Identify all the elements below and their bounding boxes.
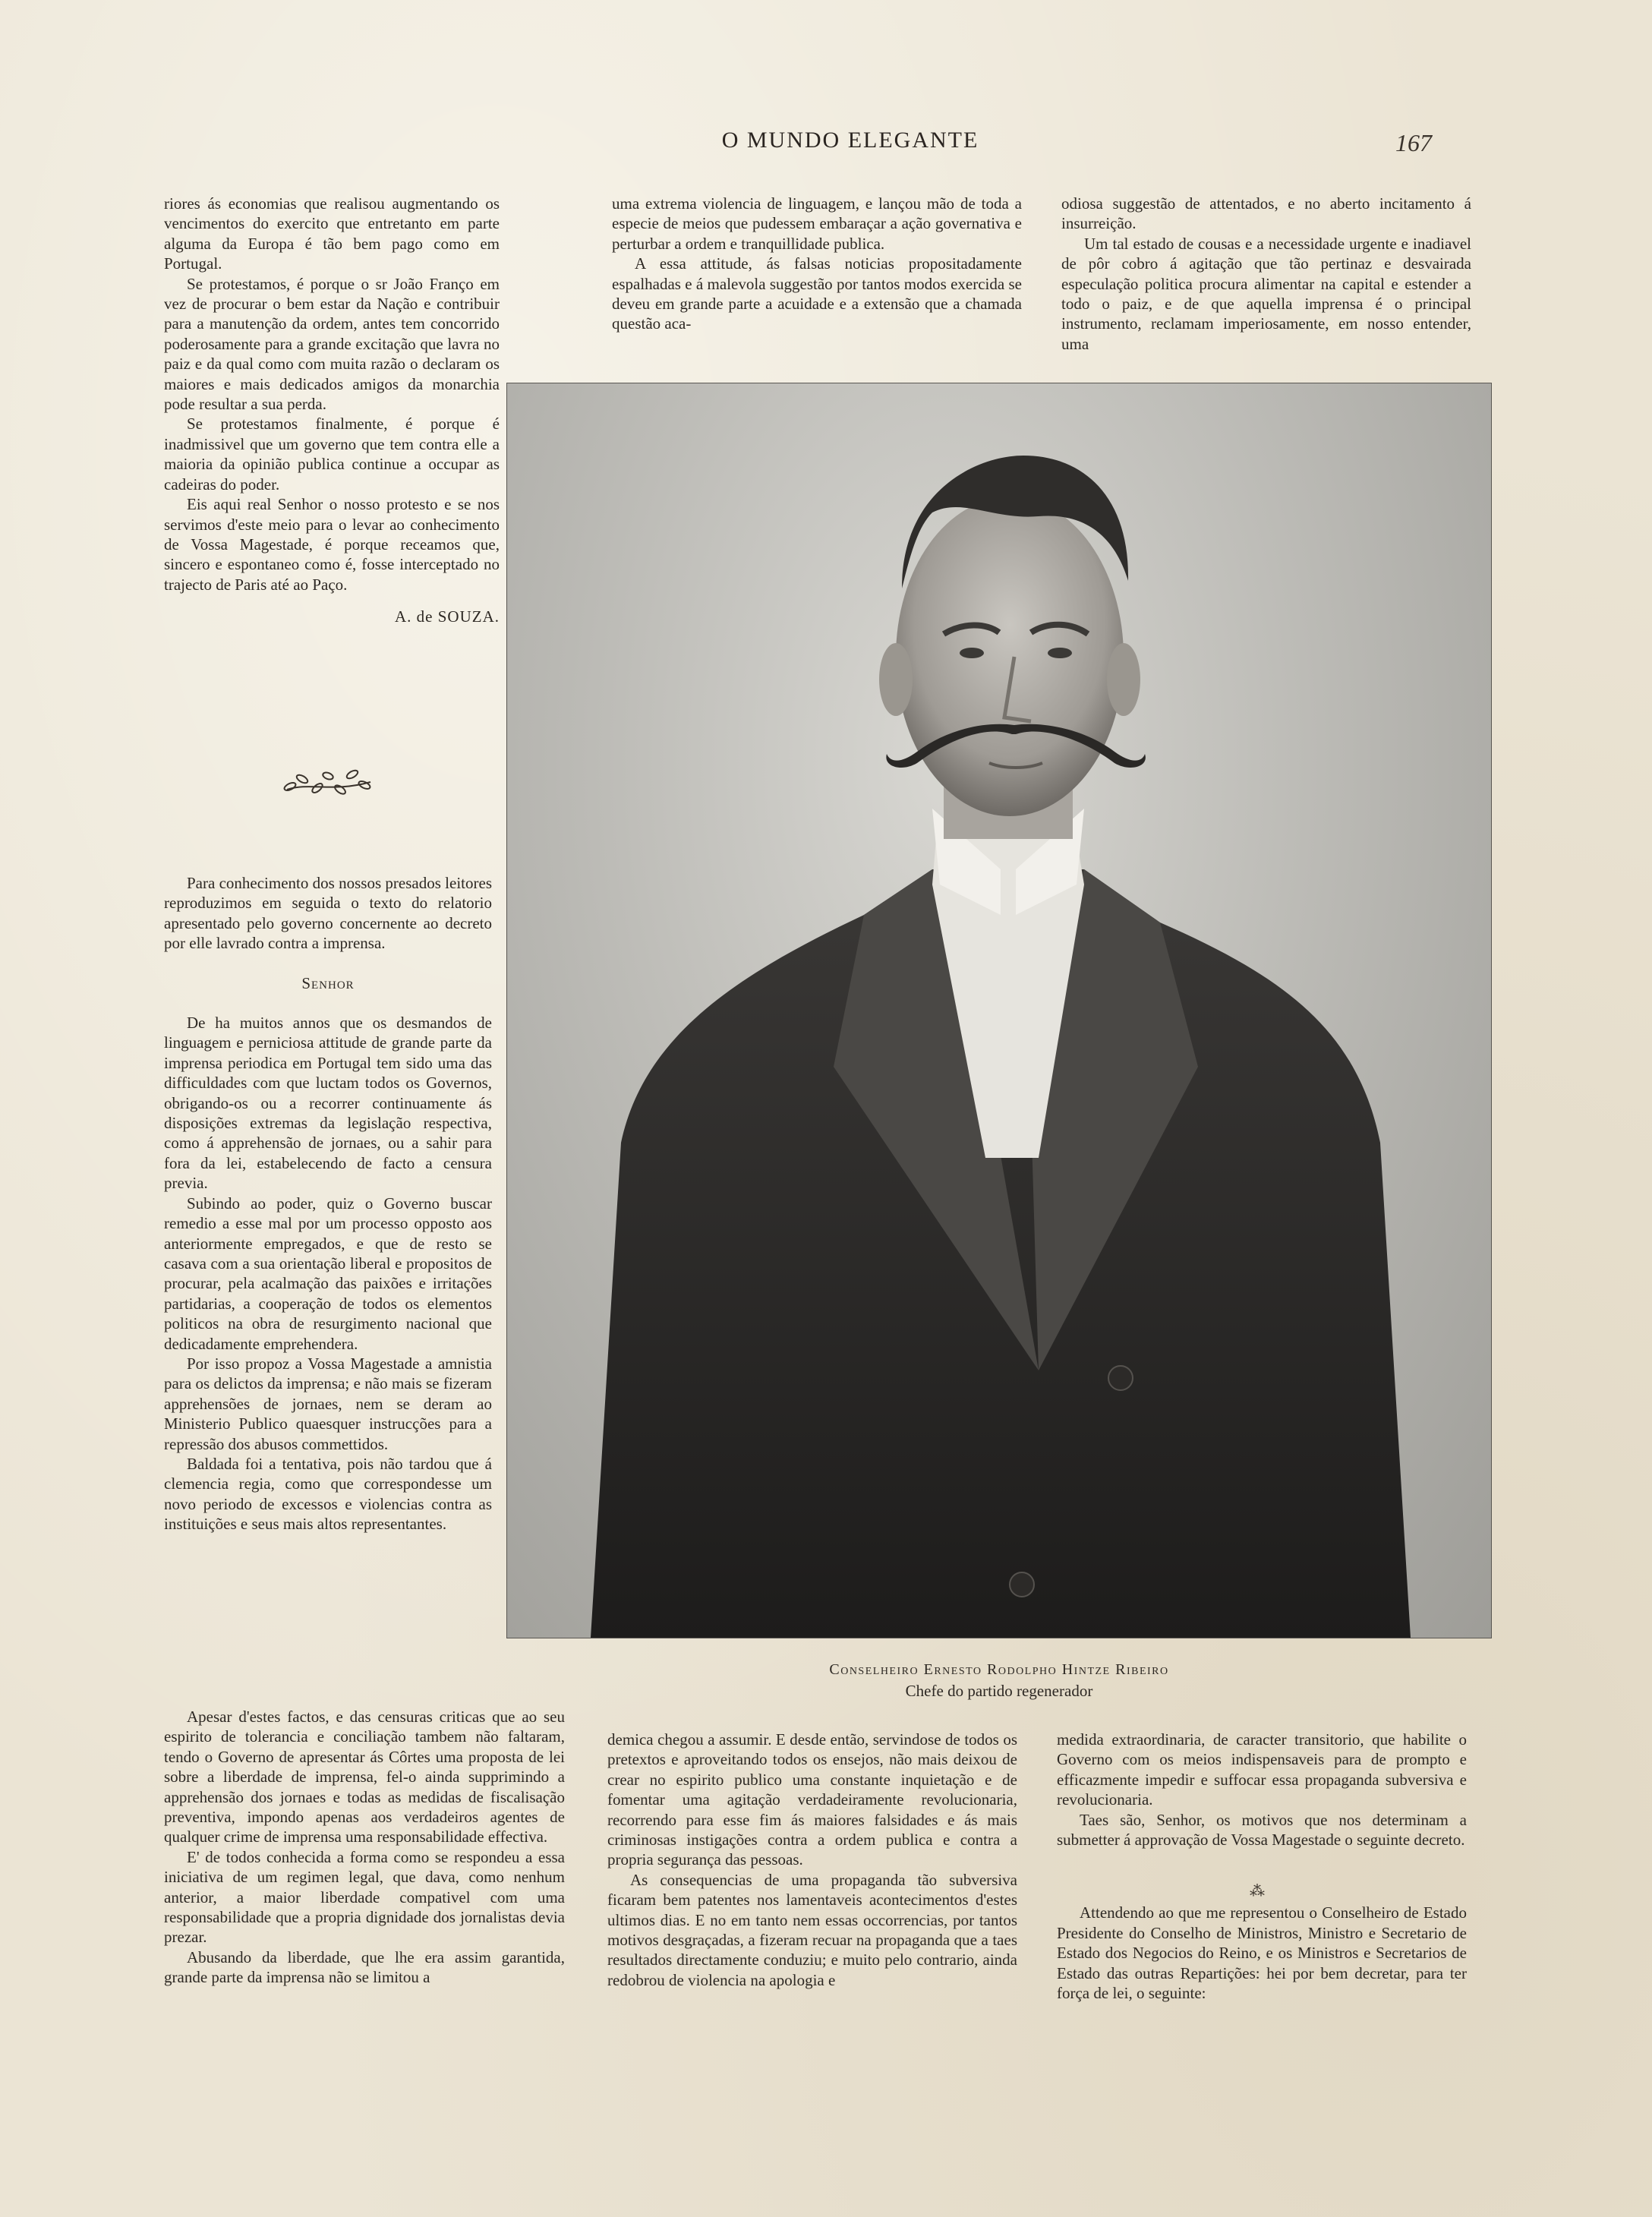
- decree-paragraph: Attendendo ao que me representou o Conselheiro de Estado Presidente do Conselho de Ministros, Ministro e Secretario de Estado dos Negocios do Reino, e os Ministros e Secretarios de Estado das outras Repartições: hei por bem decretar, para ter força de lei, o seguinte:: [1057, 1903, 1467, 2003]
- paragraph: Se protestamos finalmente, é porque é inadmissivel que um governo que tem contra elle a maioria da opinião publica continue a occupar as cadeiras do poder.: [164, 415, 500, 494]
- paragraph: De ha muitos annos que os desmandos de linguagem e perniciosa attitude de grande parte da imprensa periodica em Portugal tem sido uma das difficuldades com que luctam todos os Governos, obrigando-os ou a recorrer continuamente ás disposições extremas da legislação respectiva, como á apprehensão de jornaes, ou a sahir para fora da lei, estabelecendo de facto a censura previa.: [164, 1014, 492, 1193]
- column-middle-top: [612, 194, 1022, 334]
- running-header: O MUNDO ELEGANTE: [721, 128, 979, 153]
- column-left-middle: [164, 873, 492, 1534]
- paragraph: As consequencias de uma propaganda tão subversiva ficaram bem patentes nos lamentaveis acontecimentos d'estes ultimos dias. E no em tanto nem essas occorrencias, por tantos motivos desgraçadas, a fizeram recuar na propaganda que a taes resultados directamente conduziu; e muito pelo contrario, ainda redobrou de violencia na apologia e: [607, 1870, 1017, 1989]
- asterism-icon: ⁂: [1250, 1883, 1265, 1900]
- paragraph: uma extrema violencia de linguagem, e lançou mão de toda a especie de meios que pudessem embaraçar a ação governativa e perturbar a ordem e tranquillidade publica.: [612, 194, 1022, 253]
- paragraph: Apesar d'estes factos, e das censuras criticas que ao seu espirito de tolerancia e conciliação tambem não faltaram, tendo o Governo de apresentar ás Côrtes uma proposta de lei sobre a liberdade de imprensa, fel-o ainda supprimindo a apprehensão dos jornaes e todas as medidas de fiscalisação preventiva, impondo apenas aos verdadeiros agentes de qualquer crime de imprensa uma responsabilidade effectiva.: [164, 1708, 565, 1846]
- paragraph: Por isso propoz a Vossa Magestade a amnistia para os delictos da imprensa; e não mais se fizeram apprehensões de jornaes, nem se deram ao Ministerio Publico quaesquer instrucções para a repressão dos abusos commettidos.: [164, 1354, 492, 1453]
- page-number: 167: [1395, 129, 1432, 156]
- paragraph: Eis aqui real Senhor o nosso protesto e se nos servimos d'este meio para o levar ao conhecimento de Vossa Magestade, é porque receamos que, sincero e espontaneo como é, fosse interceptado no trajecto de Paris até ao Paço.: [164, 495, 500, 594]
- paragraph: A essa attitude, ás falsas noticias propositadamente espalhadas e á malevola suggestão por tantos modos exercida se deveu em grande parte a acuidade e a extensão que a chamada questão aca-: [612, 254, 1022, 333]
- intro-paragraph: Para conhecimento dos nossos presados leitores reproduzimos em seguida o texto do relatorio apresentado pelo governo concernente ao decreto por elle lavrado contra a imprensa.: [164, 874, 492, 953]
- paragraph: E' de todos conhecida a forma como se respondeu a essa iniciativa de um regimen legal, que dava, como nenhum anterior, a maior liberdade compativel com uma responsabilidade que a propria dignidade dos jornalistas devia prezar.: [164, 1847, 565, 1947]
- salutation: Senhor: [301, 973, 355, 992]
- paragraph: Subindo ao poder, quiz o Governo buscar remedio a esse mal por um processo opposto aos anteriormente empregados, e que de resto se casava com a sua orientação liberal e propositos de procurar, pela acalmação das paixões e irritações partidarias, a cooperação de todos os elementos politicos na obra de resurgimento nacional que dedicadamente emprehendera.: [164, 1194, 492, 1353]
- photo-caption: [507, 1659, 1491, 1701]
- paragraph: Um tal estado de cousas e a necessidade urgente e inadiavel de pôr cobro á agitação que tão pertinaz e desvairada especulação politica procura alimentar na capital e estender a todo o paiz, e de que aquella imprensa é o principal instrumento, reclamam imperiosamente, em nosso entender, uma: [1061, 234, 1471, 353]
- floral-ornament-icon: [279, 759, 386, 805]
- portrait-figure: [507, 383, 1491, 1638]
- column-right-bottom: [1057, 1730, 1467, 2003]
- paragraph: demica chegou a assumir. E desde então, servindose de todos os pretextos e aproveitando todos os ensejos, não mais deixou de crear no espirito publico uma constante inquietação e de fomentar uma agitação verdadeiramente revolucionaria, recorrendo para esse fim ás maiores falsidades e ás mais criminosas instigações contra a ordem publica e contra a propria segurança das pessoas.: [607, 1730, 1017, 1869]
- paragraph: riores ás economias que realisou augmentando os vencimentos do exercito que entretanto em parte alguma da Europa é tão bem pago como em Portugal.: [164, 194, 500, 273]
- caption-name: Conselheiro Ernesto Rodolpho Hintze Ribeiro: [829, 1661, 1169, 1678]
- caption-subtitle: Chefe do partido regenerador: [905, 1682, 1093, 1700]
- column-right-top: [1061, 194, 1471, 354]
- paragraph: medida extraordinaria, de caracter transitorio, que habilite o Governo com os meios indispensaveis para de prompto e efficazmente impedir e suffocar essa propaganda subversiva e revolucionaria.: [1057, 1730, 1467, 1809]
- paragraph: Abusando da liberdade, que lhe era assim garantida, grande parte da imprensa não se limitou a: [164, 1947, 565, 1987]
- column-left-bottom: [164, 1707, 565, 1988]
- author-signature: A. de SOUZA.: [395, 607, 500, 626]
- paragraph: Taes são, Senhor, os motivos que nos determinam a submetter á approvação de Vossa Magestade o seguinte decreto.: [1057, 1810, 1467, 1850]
- portrait-photo: [507, 383, 1491, 1638]
- paragraph: Baldada foi a tentativa, pois não tardou que á clemencia regia, como que correspondesse um novo periodo de excessos e violencias contra as instituições e seus mais altos representantes.: [164, 1454, 492, 1534]
- paragraph: odiosa suggestão de attentados, e no aberto incitamento á insurreição.: [1061, 194, 1471, 233]
- column-left-top: [164, 194, 500, 627]
- column-middle-bottom: [607, 1730, 1017, 1990]
- paragraph: Se protestamos, é porque o sr João Franço em vez de procurar o bem estar da Nação e contribuir para a manutenção da ordem, antes tem concorrido poderosamente para a grande excitação que lavra no paiz e da qual como com muita razão o declaram os maiores e mais dedicados amigos da monarchia pode resultar a sua perda.: [164, 274, 500, 414]
